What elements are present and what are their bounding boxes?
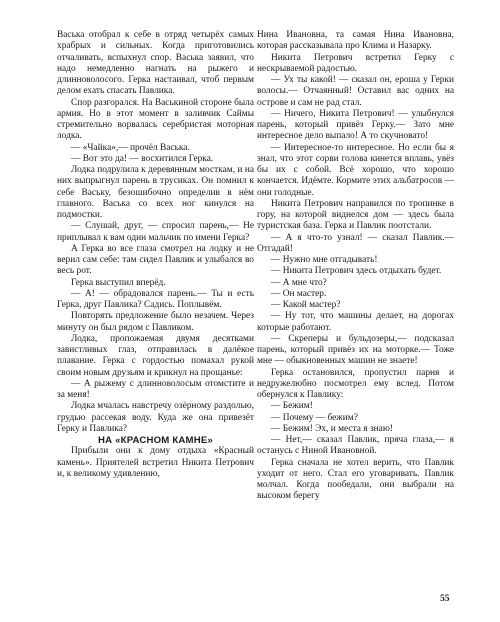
chapter-heading: НА «КРАСНОМ КАМНЕ» — [98, 435, 213, 446]
paragraph: — Бежим! — [271, 401, 313, 412]
paragraph: Лодка мчалась навстречу озёрному раздолью, грудью рассекая воду. Куда же она привезёт Герку и Павлика? — [57, 401, 254, 434]
paragraph: Герка сначала не хотел верить, что Павлик уходит от него. Стал его уговаривать. Павлик молчал. Когда пообедали, они выбрали на высоком берегу — [257, 457, 454, 502]
paragraph: — А рыжему с длинноволосым отомстите и за меня! — [57, 378, 254, 400]
paragraph: Нина Ивановна, та самая Нина Ивановна, которая рассказывала про Клима и Назарку. — [257, 30, 454, 52]
page-number: 55 — [440, 594, 450, 604]
paragraph: Повторять предложение было незачем. Через минуту он был рядом с Павликом. — [57, 311, 254, 333]
paragraph: Лодка подрулила к деревянным мосткам, и на них выпрыгнул парень в трусиках. Он помнил к себе Ваську, безошибочно определив в нём главного. Васька со всех ног кинулся на подмостки. — [57, 165, 254, 220]
paragraph: — Он мастер. — [271, 288, 327, 299]
right-column — [257, 30, 454, 503]
paragraph: — Нужно мне отгадывать! — [271, 255, 378, 265]
paragraph: — Вот это да! — восхитился Герка. — [71, 153, 214, 164]
paragraph: Никита Петрович направился по тропинке в гору, на которой виднелся дом — здесь была туристская база. Герка и Павлик поотстали. — [257, 198, 454, 232]
paragraph: Спор разгорался. На Васькиной стороне была армия. Но в этот момент в заливчик Саймы стремительно ворвалась серебристая моторная лодка. — [57, 97, 254, 142]
paragraph: А Герка во все глаза смотрел на лодку и не верил сам себе: там сидел Павлик и улыбался во весь рот. — [57, 243, 254, 277]
left-column — [57, 30, 254, 480]
paragraph: Васька отобрал к себе в отряд четырёх самых храбрых и сильных. Когда приготовились отчаливать, вспыхнул спор. Васька заявил, что надо немедленно нагнать на рыжего и длинноволосого. Герка настаивал, чтоб первым делом ехать спасать Павлика. — [57, 30, 254, 97]
paragraph: — Скреперы и бульдозеры,— подсказал парень, который привёз их на моторке.— Тоже мне — обыкновенных машин не знаете! — [257, 333, 454, 367]
paragraph: — А мне что? — [271, 277, 327, 288]
paragraph: — Ух ты какой! — сказал он, ероша у Герки волосы.— Отчаянный! Оставил вас одних на острове и сам не рад стал. — [257, 75, 454, 108]
paragraph: — Никита Петрович здесь отдыхать будет. — [271, 266, 442, 277]
paragraph: — А! — обрадовался парень.— Ты и есть Герка, друг Павлика? Садись. Поплывём. — [57, 288, 254, 310]
paragraph: — Почему — бежим? — [271, 412, 358, 423]
paragraph: — А я что-то узнал! — сказал Павлик.— Отгадай! — [257, 232, 454, 254]
paragraph: Герка выступил вперёд. — [71, 277, 166, 288]
paragraph: Никита Петрович встретил Герку с нескрываемой радостью. — [257, 52, 454, 74]
paragraph: — «Чайка»,— прочёл Васька. — [71, 142, 190, 153]
paragraph: — Какой мастер? — [271, 300, 341, 310]
paragraph: — Бежим! Эх, и места я знаю! — [271, 423, 393, 434]
paragraph: — Ничего, Никита Петрович! — улыбнулся парень, который привёз Герку.— Зато мне интересное дело выпало! А то скучновато! — [257, 108, 454, 142]
paragraph: — Слушай, друг, — спросил парень,— Не приплывал к вам один мальчик по имени Герка? — [57, 221, 254, 243]
paragraph: Лодка, пропожаемая двумя десятками завистливых глаз, отправилась в далёкое плавание. Герка с гордостью помахал рукой своим новым друзьям и крикнул на прощанье: — [57, 333, 254, 378]
paragraph: — Ну тот, что машины делает, на дорогах которые работают. — [257, 311, 454, 333]
paragraph: Прибыли они к дому отдыха «Красный камень». Приятелей встретил Никита Петрович и, к великому удивлению, — [57, 446, 254, 479]
paragraph: — Интересное-то интересное. Но если бы я знал, что этот сорви голова кинется вплавь, увёз бы их с собой. Всё хорошо, что хорошо кончается. Идёмте. Кормите этих альбатросов — они голодные. — [257, 142, 454, 198]
paragraph: Герка остановился, пропустил парня и недружелюбно посмотрел ему вслед. Потом обернулся к Павлику: — [257, 367, 454, 400]
paragraph: — Нет,— сказал Павлик, пряча глаза,— я останусь с Ниной Ивановной. — [257, 435, 454, 457]
